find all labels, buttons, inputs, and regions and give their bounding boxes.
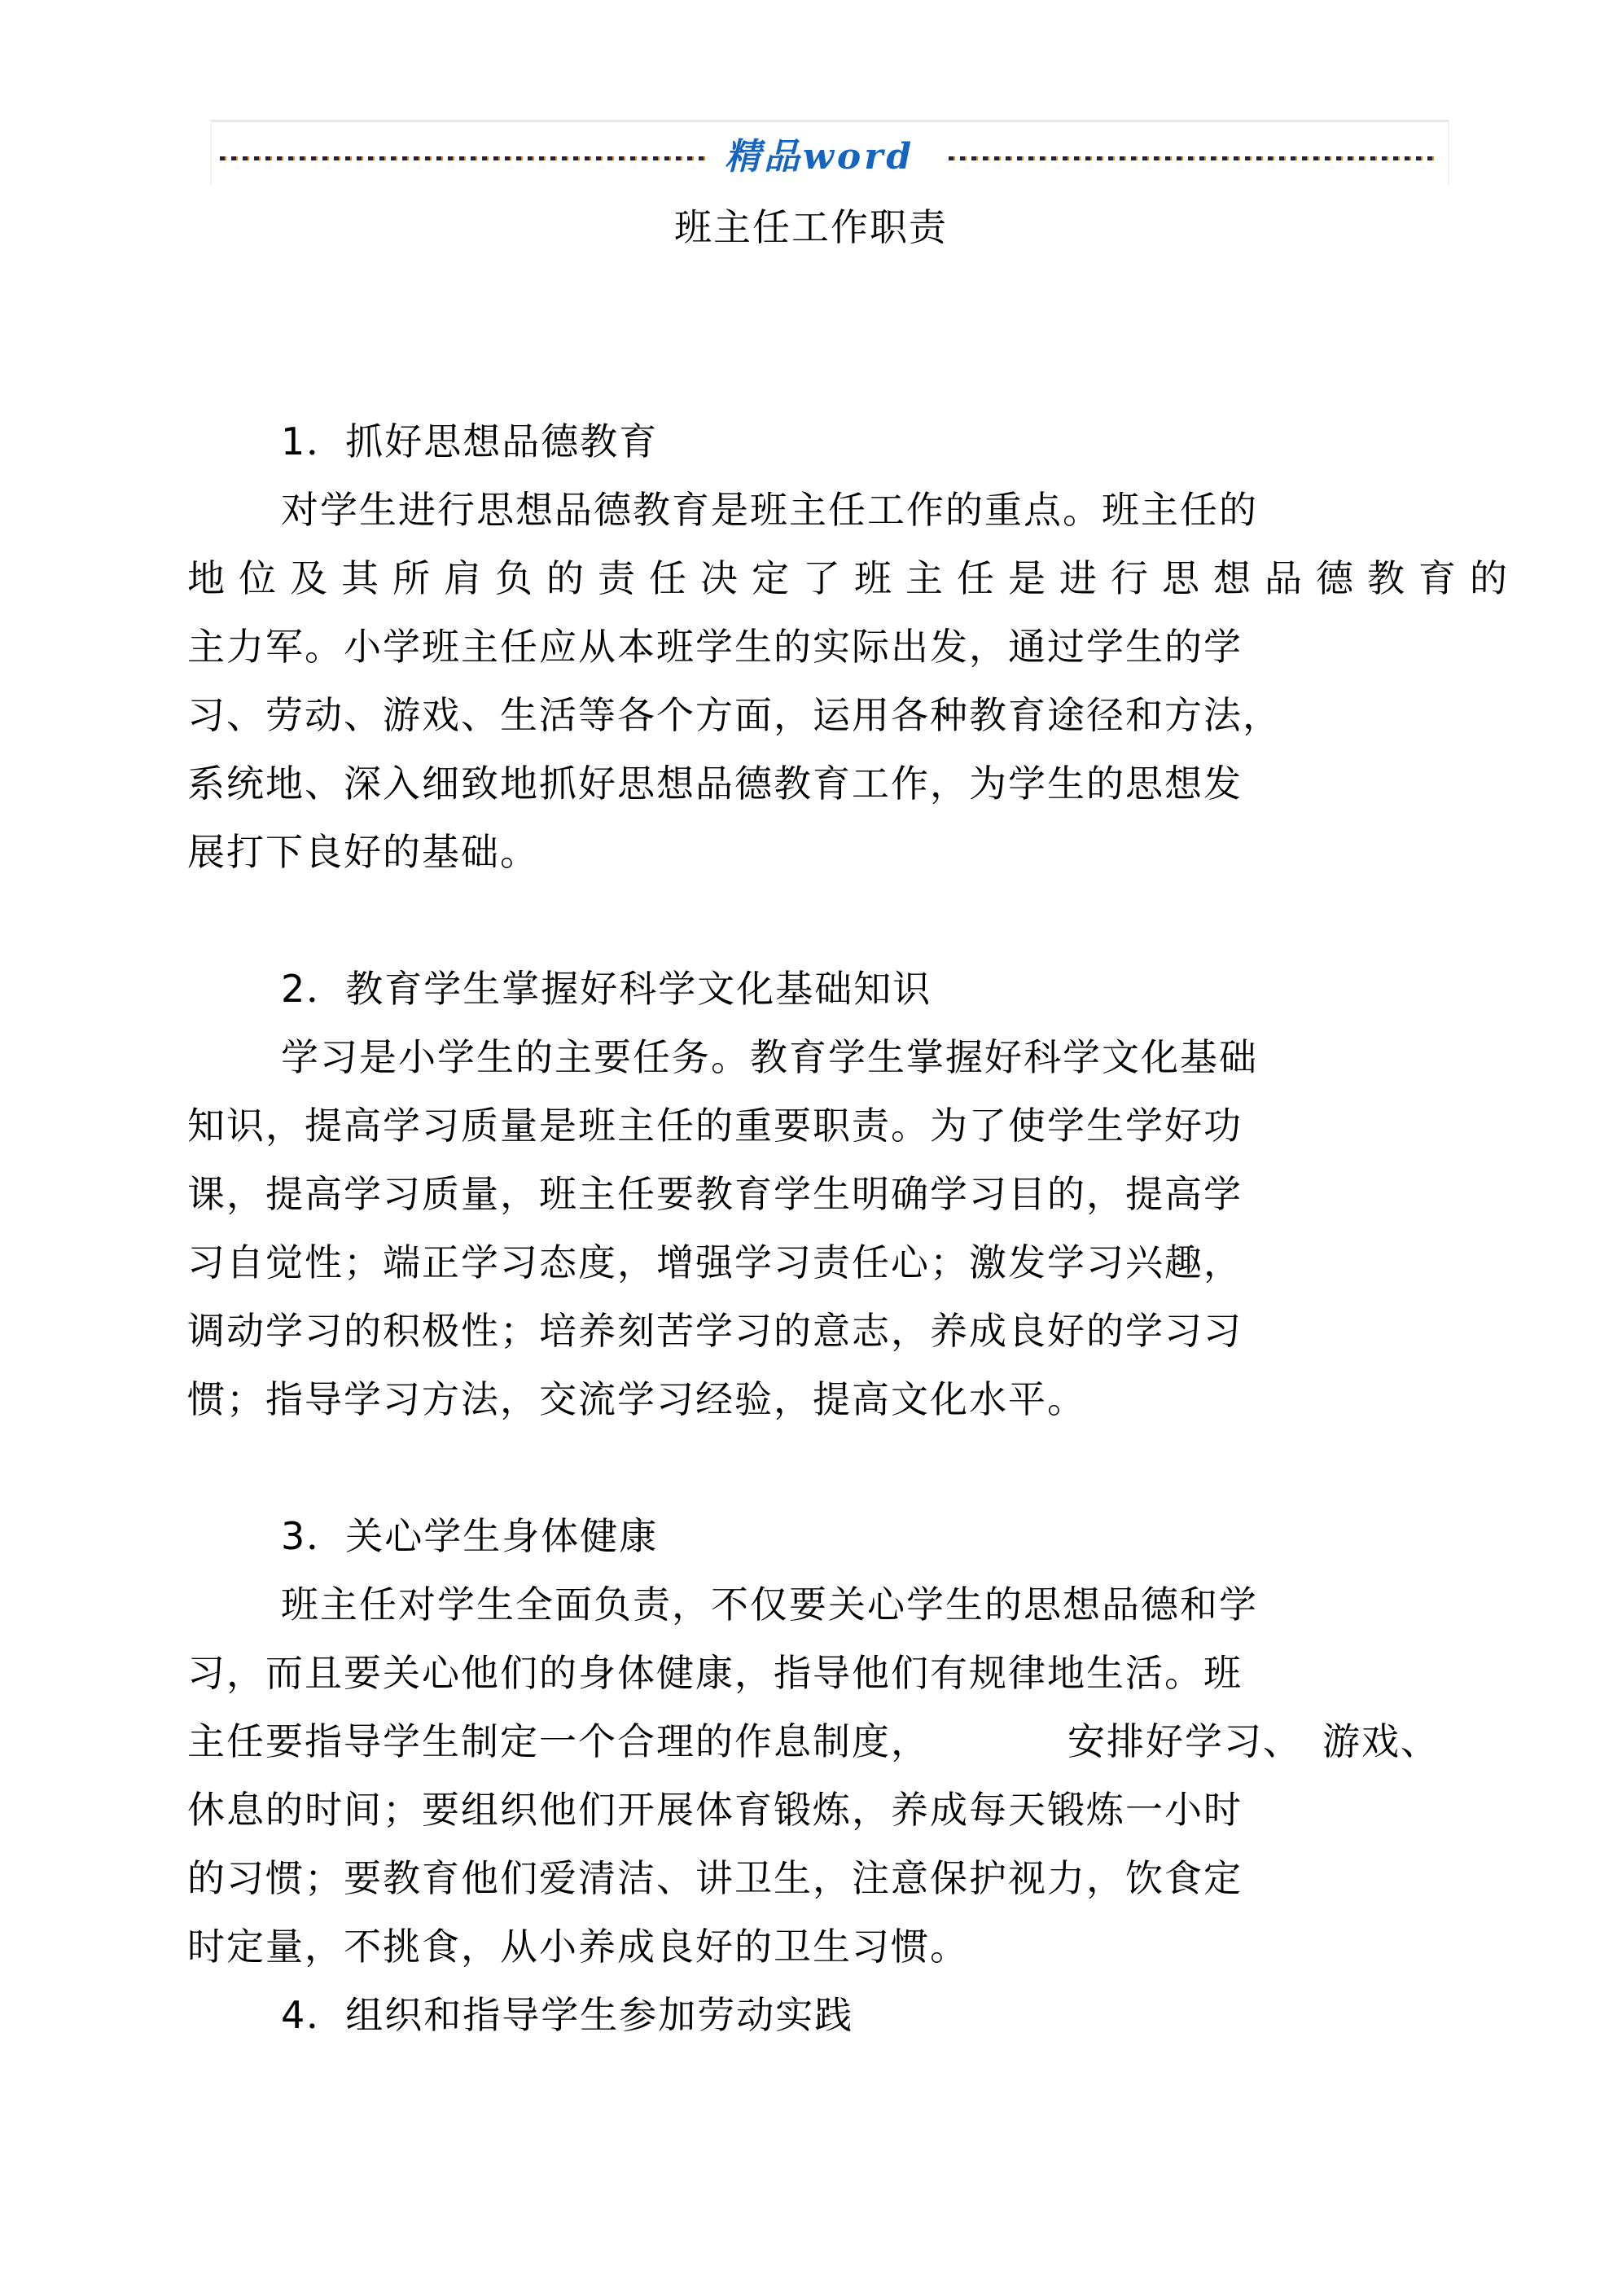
section-heading: 2．教育学生掌握好科学文化基础知识 bbox=[281, 967, 932, 1011]
paragraph-line: 习自觉性；端正学习态度，增强学习责任心；激发学习兴趣， bbox=[187, 1240, 1243, 1284]
paragraph-line: 学习是小学生的主要任务。教育学生掌握好科学文化基础 bbox=[281, 1035, 1258, 1079]
header-dashed-line-left bbox=[220, 156, 708, 160]
paragraph-line: 班主任对学生全面负责，不仅要关心学生的思想品德和学 bbox=[281, 1583, 1258, 1627]
paragraph-line: 知识，提高学习质量是班主任的重要职责。为了使学生学好功 bbox=[187, 1104, 1243, 1148]
document-title: 班主任工作职责 bbox=[674, 205, 948, 249]
paragraph-line: 地位及其所肩负的责任决定了班主任是进行思想品德教育的 bbox=[187, 556, 1521, 600]
brand-label: 精品word bbox=[725, 136, 915, 178]
header-dashed-line-right bbox=[949, 156, 1437, 160]
paragraph-line: 惯；指导学习方法，交流学习经验，提高文化水平。 bbox=[187, 1377, 1086, 1421]
document-body bbox=[187, 407, 1521, 2049]
section-heading: 3．关心学生身体健康 bbox=[281, 1514, 659, 1558]
paragraph-line: 调动学习的积极性；培养刻苦学习的意志，养成良好的学习习 bbox=[187, 1309, 1243, 1353]
section-heading: 1．抓好思想品德教育 bbox=[281, 419, 659, 463]
paragraph-line: 主力军。小学班主任应从本班学生的实际出发，通过学生的学 bbox=[187, 625, 1243, 669]
section-spacer bbox=[187, 1433, 1474, 1502]
section-2 bbox=[187, 955, 1474, 1433]
section-4 bbox=[187, 1981, 1474, 2049]
section-heading: 4．组织和指导学生参加劳动实践 bbox=[281, 1993, 854, 2037]
paragraph-line: 时定量，不挑食，从小养成良好的卫生习惯。 bbox=[187, 1925, 969, 1969]
page-header-banner bbox=[210, 120, 1449, 185]
section-1 bbox=[187, 407, 1521, 886]
paragraph-line: 的习惯；要教育他们爱清洁、讲卫生，注意保护视力，饮食定 bbox=[187, 1856, 1243, 1900]
paragraph-line: 休息的时间；要组织他们开展体育锻炼，养成每天锻炼一小时 bbox=[187, 1788, 1243, 1832]
paragraph-line: 习，而且要关心他们的身体健康，指导他们有规律地生活。班 bbox=[187, 1651, 1243, 1695]
paragraph-line: 课，提高学习质量，班主任要教育学生明确学习目的，提高学 bbox=[187, 1172, 1243, 1216]
paragraph-line: 主任要指导学生制定一个合理的作息制度， 安排好学习、 游戏、 bbox=[187, 1719, 1440, 1763]
section-spacer bbox=[187, 886, 1474, 955]
section-3 bbox=[187, 1502, 1474, 1981]
paragraph-line: 对学生进行思想品德教育是班主任工作的重点。班主任的 bbox=[281, 488, 1258, 532]
paragraph-line: 系统地、深入细致地抓好思想品德教育工作，为学生的思想发 bbox=[187, 762, 1243, 806]
paragraph-line: 习、劳动、游戏、生活等各个方面，运用各种教育途径和方法， bbox=[187, 693, 1282, 737]
paragraph-line: 展打下良好的基础。 bbox=[187, 830, 539, 874]
